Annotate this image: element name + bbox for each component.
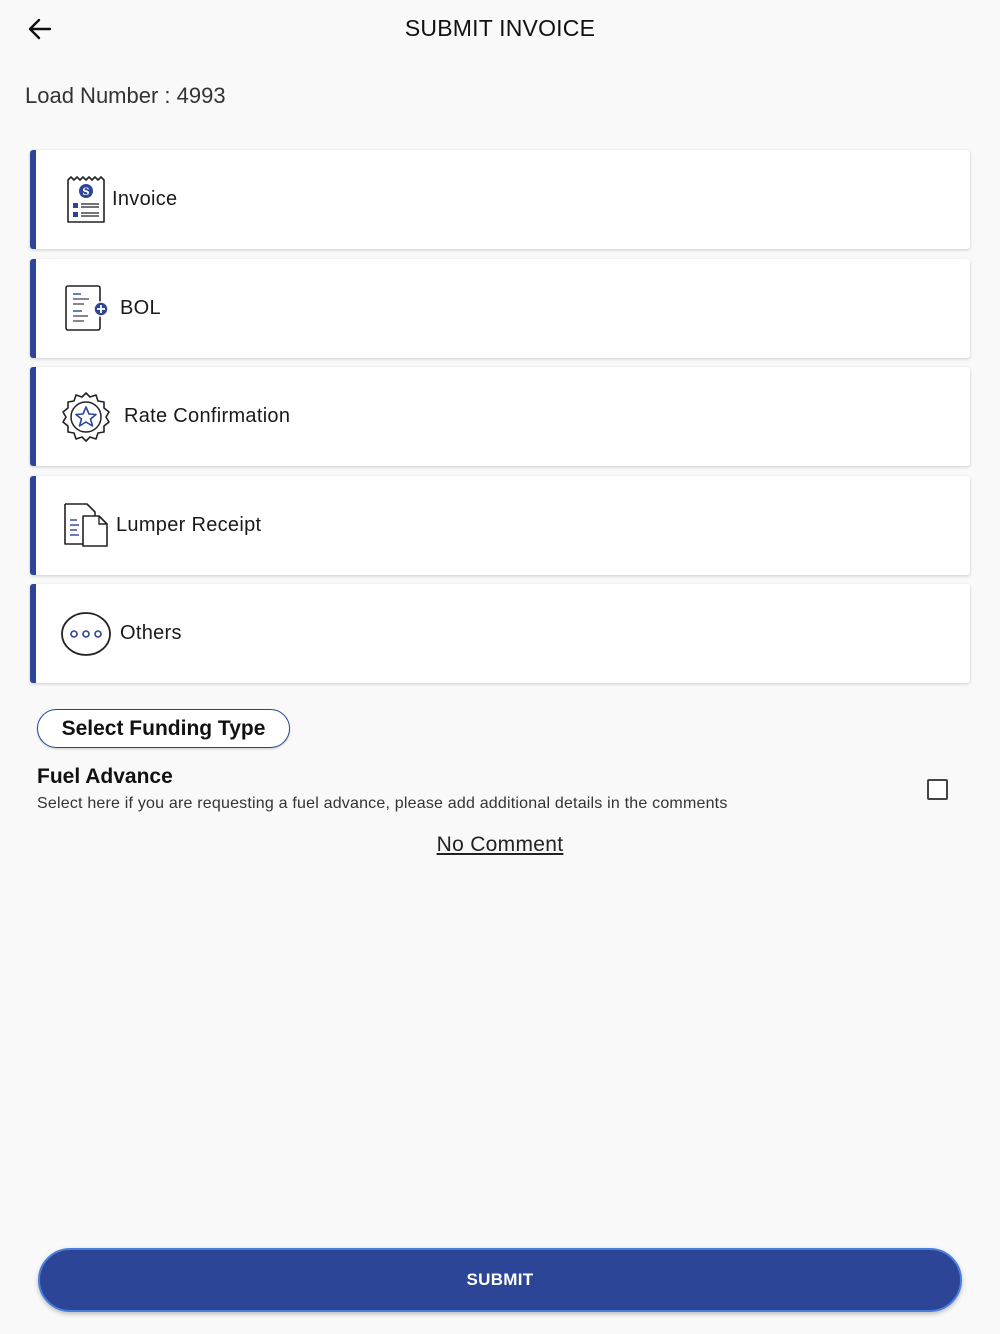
load-number: Load Number : 4993	[25, 83, 226, 108]
document-card-invoice[interactable]	[30, 150, 970, 249]
no-comment-link[interactable]: No Comment	[436, 833, 564, 856]
document-label-bol: BOL	[120, 296, 161, 319]
fuel-advance-title: Fuel Advance	[37, 765, 173, 788]
document-card-lumper-receipt[interactable]	[30, 476, 970, 575]
fuel-advance-checkbox[interactable]	[927, 779, 948, 800]
page-title: SUBMIT INVOICE	[404, 15, 596, 41]
document-card-rate-confirmation[interactable]	[30, 367, 970, 466]
app-header	[0, 0, 1000, 58]
document-card-bol[interactable]	[30, 259, 970, 358]
document-label-rate-confirmation: Rate Confirmation	[124, 405, 291, 427]
bol-document-add-icon	[58, 280, 114, 336]
more-dots-icon	[58, 606, 114, 662]
comment-row	[0, 833, 1000, 857]
invoice-receipt-icon	[58, 172, 114, 228]
select-funding-type-button[interactable]: Select Funding Type	[37, 709, 290, 748]
copy-documents-icon	[58, 497, 114, 553]
badge-star-icon	[58, 389, 114, 445]
document-label-invoice: Invoice	[112, 188, 178, 210]
fuel-advance-description: Select here if you are requesting a fuel advance, please add additional details in the comments	[37, 795, 728, 812]
document-list	[30, 150, 970, 693]
svg-text:S: S	[82, 186, 90, 198]
document-label-lumper-receipt: Lumper Receipt	[116, 513, 262, 536]
submit-button[interactable]: SUBMIT	[38, 1248, 962, 1312]
document-card-others[interactable]	[30, 584, 970, 683]
document-label-others: Others	[120, 622, 182, 644]
